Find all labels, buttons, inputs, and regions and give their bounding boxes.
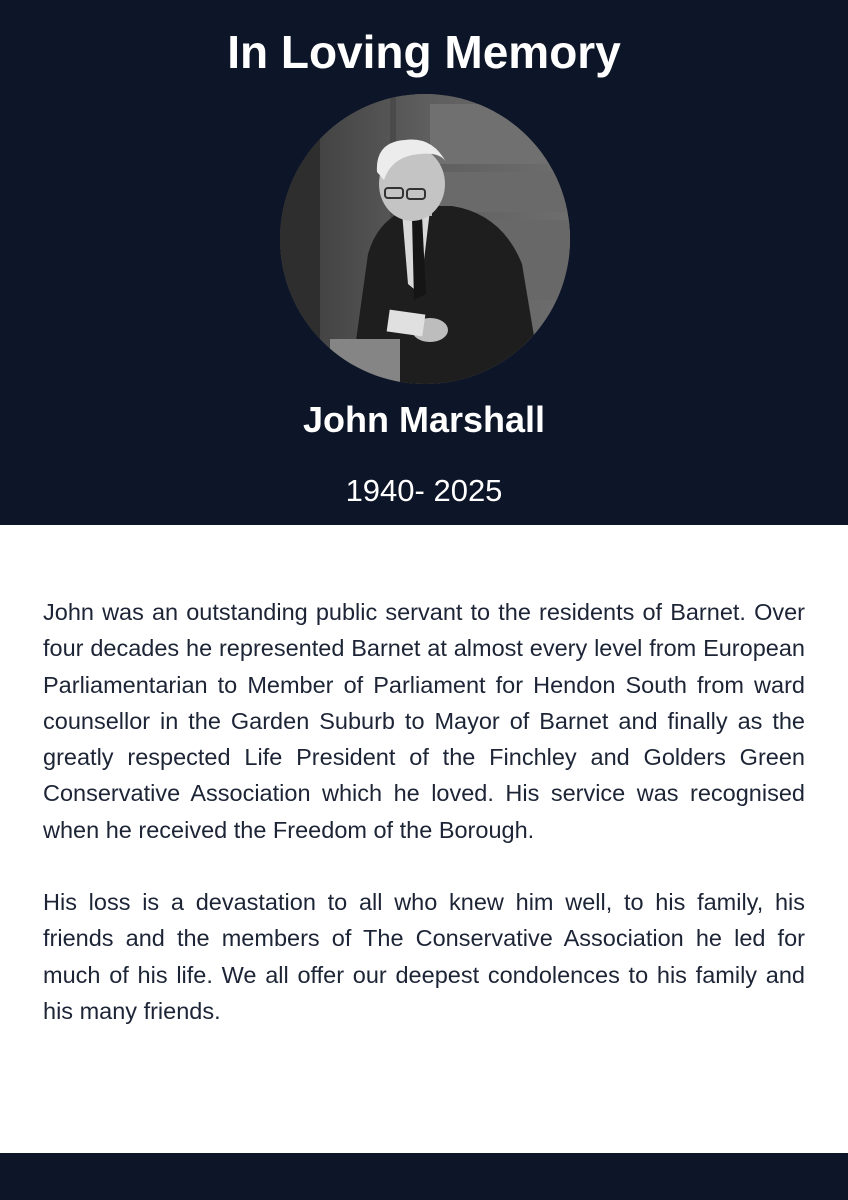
footer-bar <box>0 1153 848 1200</box>
life-dates: 1940- 2025 <box>345 473 503 508</box>
wall-panel <box>430 104 570 164</box>
tribute-paragraph-2: His loss is a devastation to all who knew him well, to his family, his friends and the members of The Conservative Association he led for much of his life. We all offer our deepest condolences to his family and his many friends. <box>43 889 805 1024</box>
tribute-paragraph-1: John was an outstanding public servant to the residents of Barnet. Over four decades he represented Barnet at almost every level from European Parliamentarian to Member of Parliament for Hendon South from ward counsellor in the Garden Suburb to Mayor of Barnet and finally as the greatly respected Life President of the Finchley and Golders Green Conservative Association which he loved. His service was recognised when he received the Freedom of the Borough. <box>43 599 805 843</box>
lectern <box>330 339 400 384</box>
page-title: In Loving Memory <box>227 26 621 78</box>
person-name: John Marshall <box>302 399 546 440</box>
memorial-header <box>0 0 848 525</box>
portrait-illustration <box>280 94 570 384</box>
wall-shadow <box>280 94 320 384</box>
portrait-photo <box>280 94 570 384</box>
tribute-text <box>43 594 805 1029</box>
